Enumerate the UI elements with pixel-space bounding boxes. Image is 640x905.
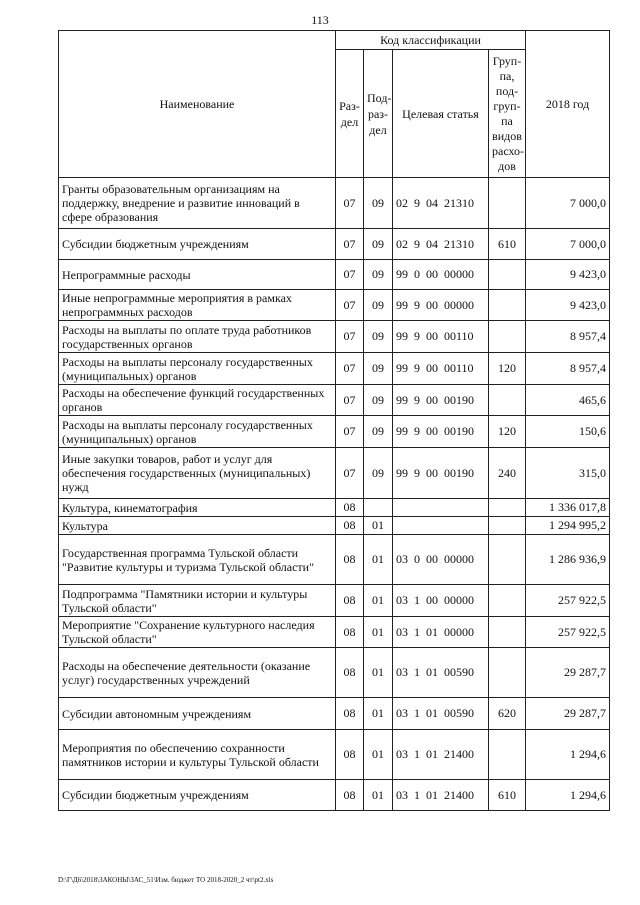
table-row — [59, 648, 610, 698]
row-target: 99 9 00 00110 — [393, 353, 489, 385]
row-group: 620 — [489, 698, 526, 730]
table-row — [59, 353, 610, 385]
row-name: Иные непрограммные мероприятия в рамках непрограммных расходов — [59, 290, 336, 321]
table-row — [59, 290, 610, 321]
row-amount: 1 294,6 — [526, 780, 610, 811]
row-name: Культура, кинематография — [59, 499, 336, 517]
row-group — [489, 648, 526, 698]
row-amount: 1 294 995,2 — [526, 517, 610, 535]
table-row — [59, 585, 610, 617]
row-podrazdel: 01 — [364, 517, 393, 535]
row-razdel: 07 — [336, 321, 364, 353]
budget-table — [58, 30, 610, 811]
row-amount: 7 000,0 — [526, 229, 610, 260]
row-podrazdel: 01 — [364, 617, 393, 648]
row-target: 99 9 00 00110 — [393, 321, 489, 353]
row-target: 99 9 00 00190 — [393, 448, 489, 499]
table-row — [59, 416, 610, 448]
row-name: Расходы на выплаты персоналу государственных (муниципальных) органов — [59, 353, 336, 385]
table-row — [59, 229, 610, 260]
row-name: Государственная программа Тульской области "Развитие культуры и туризма Тульской области" — [59, 535, 336, 585]
col-header-target: Целевая статья — [393, 50, 489, 178]
row-amount: 29 287,7 — [526, 648, 610, 698]
row-target: 03 1 01 00000 — [393, 617, 489, 648]
row-group — [489, 178, 526, 229]
row-podrazdel: 09 — [364, 448, 393, 499]
row-razdel: 08 — [336, 585, 364, 617]
row-group: 120 — [489, 416, 526, 448]
row-razdel: 08 — [336, 780, 364, 811]
table-row — [59, 517, 610, 535]
row-target: 99 0 00 00000 — [393, 260, 489, 290]
row-podrazdel: 09 — [364, 290, 393, 321]
row-razdel: 07 — [336, 416, 364, 448]
row-target — [393, 517, 489, 535]
row-name: Субсидии бюджетным учреждениям — [59, 780, 336, 811]
row-name: Подпрограмма "Памятники истории и культуры Тульской области" — [59, 585, 336, 617]
row-target: 03 0 00 00000 — [393, 535, 489, 585]
row-group — [489, 321, 526, 353]
row-group — [489, 517, 526, 535]
row-podrazdel: 09 — [364, 260, 393, 290]
row-name: Мероприятие "Сохранение культурного наследия Тульской области" — [59, 617, 336, 648]
row-podrazdel: 09 — [364, 321, 393, 353]
row-podrazdel: 01 — [364, 730, 393, 780]
row-podrazdel: 01 — [364, 780, 393, 811]
table-row — [59, 178, 610, 229]
row-podrazdel: 01 — [364, 535, 393, 585]
row-group: 120 — [489, 353, 526, 385]
row-group: 610 — [489, 780, 526, 811]
row-group — [489, 499, 526, 517]
table-row — [59, 499, 610, 517]
row-amount: 257 922,5 — [526, 617, 610, 648]
row-target — [393, 499, 489, 517]
page-number: 113 — [311, 13, 329, 27]
row-name: Расходы на выплаты по оплате труда работников государственных органов — [59, 321, 336, 353]
row-name: Непрограммные расходы — [59, 260, 336, 290]
row-amount: 1 286 936,9 — [526, 535, 610, 585]
row-target: 02 9 04 21310 — [393, 229, 489, 260]
row-razdel: 08 — [336, 730, 364, 780]
row-razdel: 08 — [336, 617, 364, 648]
row-target: 02 9 04 21310 — [393, 178, 489, 229]
col-header-group: Груп- па, под- груп- па видов расхо- дов — [489, 50, 526, 178]
row-razdel: 08 — [336, 698, 364, 730]
row-razdel: 08 — [336, 517, 364, 535]
row-amount: 29 287,7 — [526, 698, 610, 730]
row-razdel: 07 — [336, 353, 364, 385]
row-razdel: 08 — [336, 499, 364, 517]
row-name: Расходы на обеспечение деятельности (оказание услуг) государственных учреждений — [59, 648, 336, 698]
row-razdel: 08 — [336, 648, 364, 698]
table-row — [59, 780, 610, 811]
row-name: Субсидии бюджетным учреждениям — [59, 229, 336, 260]
row-target: 99 9 00 00190 — [393, 385, 489, 416]
row-podrazdel: 09 — [364, 385, 393, 416]
row-group — [489, 730, 526, 780]
col-header-code: Код классификации — [336, 31, 526, 50]
row-razdel: 07 — [336, 448, 364, 499]
row-amount: 150,6 — [526, 416, 610, 448]
row-razdel: 07 — [336, 260, 364, 290]
footer-file-path: D:\Г\Д6\2018\ЗАКОНЫ\ЗАС_51\Изм. бюджет ТО 2018-2020_2 чт\pt2.xls — [58, 876, 274, 884]
table-row — [59, 535, 610, 585]
row-amount: 465,6 — [526, 385, 610, 416]
table-row — [59, 385, 610, 416]
row-group — [489, 617, 526, 648]
row-group: 240 — [489, 448, 526, 499]
row-amount: 315,0 — [526, 448, 610, 499]
row-razdel: 07 — [336, 178, 364, 229]
row-group — [489, 385, 526, 416]
table-row — [59, 448, 610, 499]
col-header-razdel: Раз- дел — [336, 50, 364, 178]
row-amount: 9 423,0 — [526, 290, 610, 321]
row-group — [489, 585, 526, 617]
table-row — [59, 321, 610, 353]
row-razdel: 08 — [336, 535, 364, 585]
row-target: 03 1 01 00590 — [393, 648, 489, 698]
row-razdel: 07 — [336, 290, 364, 321]
row-razdel: 07 — [336, 385, 364, 416]
row-amount: 257 922,5 — [526, 585, 610, 617]
row-target: 03 1 00 00000 — [393, 585, 489, 617]
table-body — [59, 178, 610, 811]
row-name: Мероприятия по обеспечению сохранности памятников истории и культуры Тульской области — [59, 730, 336, 780]
row-target: 03 1 01 00590 — [393, 698, 489, 730]
row-group — [489, 290, 526, 321]
table-row — [59, 617, 610, 648]
col-header-podrazdel: Под- раз- дел — [364, 50, 393, 178]
row-name: Гранты образовательным организациям на поддержку, внедрение и развитие инноваций в сфере образования — [59, 178, 336, 229]
row-razdel: 07 — [336, 229, 364, 260]
row-podrazdel: 09 — [364, 353, 393, 385]
row-name: Иные закупки товаров, работ и услуг для обеспечения государственных (муниципальных) нужд — [59, 448, 336, 499]
row-name: Субсидии автономным учреждениям — [59, 698, 336, 730]
row-target: 03 1 01 21400 — [393, 730, 489, 780]
row-name: Расходы на обеспечение функций государственных органов — [59, 385, 336, 416]
row-podrazdel: 09 — [364, 229, 393, 260]
row-group: 610 — [489, 229, 526, 260]
table-row — [59, 698, 610, 730]
col-header-name: Наименование — [59, 31, 336, 178]
row-amount: 1 336 017,8 — [526, 499, 610, 517]
row-amount: 8 957,4 — [526, 353, 610, 385]
row-amount: 9 423,0 — [526, 260, 610, 290]
row-target: 99 9 00 00000 — [393, 290, 489, 321]
row-name: Культура — [59, 517, 336, 535]
row-name: Расходы на выплаты персоналу государственных (муниципальных) органов — [59, 416, 336, 448]
row-podrazdel: 09 — [364, 178, 393, 229]
row-amount: 7 000,0 — [526, 178, 610, 229]
row-group — [489, 535, 526, 585]
col-header-year: 2018 год — [526, 31, 610, 178]
row-podrazdel — [364, 499, 393, 517]
row-podrazdel: 01 — [364, 585, 393, 617]
table-row — [59, 730, 610, 780]
row-podrazdel: 09 — [364, 416, 393, 448]
table-row — [59, 260, 610, 290]
row-amount: 1 294,6 — [526, 730, 610, 780]
row-group — [489, 260, 526, 290]
row-target: 03 1 01 21400 — [393, 780, 489, 811]
row-podrazdel: 01 — [364, 698, 393, 730]
row-amount: 8 957,4 — [526, 321, 610, 353]
row-podrazdel: 01 — [364, 648, 393, 698]
row-target: 99 9 00 00190 — [393, 416, 489, 448]
